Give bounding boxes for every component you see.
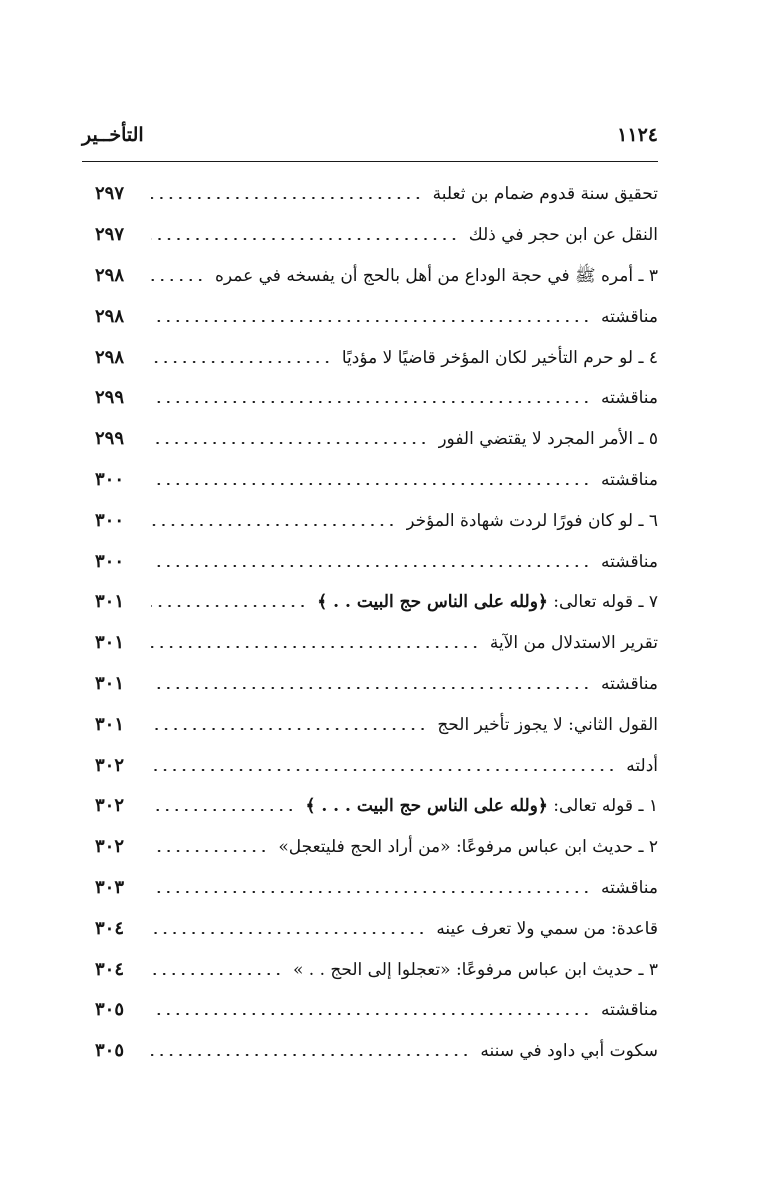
toc-entry-page: ٣٠٠ bbox=[95, 509, 125, 531]
toc-entry bbox=[95, 664, 658, 705]
dot-leader bbox=[151, 973, 283, 975]
toc-entry bbox=[95, 1031, 658, 1072]
toc-entry bbox=[95, 786, 658, 827]
dot-leader bbox=[151, 687, 591, 689]
dot-leader bbox=[151, 320, 591, 322]
dot-leader bbox=[151, 401, 591, 403]
toc-entry bbox=[95, 582, 658, 623]
dot-leader bbox=[151, 932, 426, 934]
dot-leader bbox=[151, 483, 591, 485]
dot-leader bbox=[151, 279, 205, 281]
toc-entry-page: ٢٩٩ bbox=[95, 387, 125, 409]
dot-leader bbox=[151, 1013, 591, 1015]
toc-entry-page: ٢٩٩ bbox=[95, 428, 125, 450]
toc-entry bbox=[95, 500, 658, 541]
toc-entry bbox=[95, 174, 658, 215]
page-number: ١١٢٤ bbox=[617, 124, 658, 146]
dot-leader bbox=[151, 565, 591, 567]
dot-leader bbox=[151, 769, 616, 771]
toc-entry-title: مناقشته bbox=[601, 388, 658, 409]
dot-leader bbox=[151, 605, 307, 607]
toc-entry-title: سكوت أبي داود في سننه bbox=[480, 1041, 658, 1062]
toc-entry-page: ٣٠٢ bbox=[95, 795, 125, 817]
dot-leader bbox=[151, 646, 480, 648]
toc-entry bbox=[95, 949, 658, 990]
toc-entry bbox=[95, 419, 658, 460]
toc-entry-title: ٤ ـ لو حرم التأخير لكان المؤخر قاضيًا لا مؤديًا bbox=[341, 347, 658, 368]
toc-entry bbox=[95, 745, 658, 786]
toc-entry bbox=[95, 296, 658, 337]
header-divider bbox=[82, 161, 658, 162]
toc-entry-title: مناقشته bbox=[601, 306, 658, 327]
toc-entry-page: ٣٠٠ bbox=[95, 468, 125, 490]
quran-verse-quote: ﴿ولله على الناس حج البيت . . . ﴾ bbox=[305, 796, 548, 817]
toc-entry-title: مناقشته bbox=[601, 1000, 658, 1021]
toc-entry-page: ٣٠١ bbox=[95, 672, 125, 694]
toc-entry-title: مناقشته bbox=[601, 673, 658, 694]
toc-entry-title: ٣ ـ أمره ﷺ في حجة الوداع من أهل بالحج أن يفسخه في عمره bbox=[214, 265, 658, 286]
toc-entry bbox=[95, 868, 658, 909]
toc-entry-prefix: ٧ ـ قوله تعالى: bbox=[547, 592, 658, 613]
toc-entry-page: ٢٩٨ bbox=[95, 264, 125, 286]
toc-entry-page: ٣٠١ bbox=[95, 632, 125, 654]
toc-entry bbox=[95, 990, 658, 1031]
dot-leader bbox=[151, 238, 459, 240]
toc-entry bbox=[95, 378, 658, 419]
dot-leader bbox=[151, 442, 428, 444]
toc-entry-title: ٦ ـ لو كان فورًا لردت شهادة المؤخر bbox=[406, 510, 658, 531]
toc-entry bbox=[95, 215, 658, 256]
toc-entry-title bbox=[317, 582, 658, 622]
toc-entry-page: ٣٠٥ bbox=[95, 1040, 125, 1062]
toc-entry-title: مناقشته bbox=[601, 877, 658, 898]
toc-entry-page: ٣٠٤ bbox=[95, 917, 125, 939]
toc-entry bbox=[95, 623, 658, 664]
toc-entry bbox=[95, 541, 658, 582]
dot-leader bbox=[151, 1054, 470, 1056]
running-title: التأخــير bbox=[82, 124, 144, 146]
toc-entry-title: تحقيق سنة قدوم ضمام بن ثعلبة bbox=[432, 184, 658, 205]
dot-leader bbox=[151, 891, 591, 893]
toc-entry-page: ٣٠٥ bbox=[95, 999, 125, 1021]
toc-entry-page: ٢٩٧ bbox=[95, 183, 125, 205]
toc-entry-title: تقرير الاستدلال من الآية bbox=[489, 633, 658, 654]
toc-entry-title: مناقشته bbox=[601, 551, 658, 572]
dot-leader bbox=[151, 197, 423, 199]
toc-entry-prefix: ١ ـ قوله تعالى: bbox=[547, 796, 658, 817]
toc-entry-title: قاعدة: من سمي ولا تعرف عينه bbox=[436, 918, 658, 939]
quran-verse-quote: ﴿ولله على الناس حج البيت . . ﴾ bbox=[317, 592, 548, 613]
toc-entry bbox=[95, 460, 658, 501]
toc-entry-page: ٢٩٨ bbox=[95, 346, 125, 368]
dot-leader bbox=[151, 809, 295, 811]
dot-leader bbox=[151, 361, 332, 363]
toc-entry-page: ٢٩٨ bbox=[95, 305, 125, 327]
toc-entry-page: ٢٩٧ bbox=[95, 224, 125, 246]
toc-entry-page: ٣٠٠ bbox=[95, 550, 125, 572]
toc-entry-page: ٣٠٤ bbox=[95, 958, 125, 980]
table-of-contents bbox=[95, 174, 658, 1072]
toc-entry-title bbox=[305, 786, 658, 826]
toc-entry bbox=[95, 704, 658, 745]
toc-entry-page: ٣٠١ bbox=[95, 713, 125, 735]
dot-leader bbox=[151, 850, 268, 852]
toc-entry-page: ٣٠٢ bbox=[95, 836, 125, 858]
toc-entry-title: ٥ ـ الأمر المجرد لا يقتضي الفور bbox=[438, 429, 658, 450]
toc-entry bbox=[95, 337, 658, 378]
toc-entry-title: مناقشته bbox=[601, 469, 658, 490]
toc-entry-title: النقل عن ابن حجر في ذلك bbox=[468, 225, 658, 246]
dot-leader bbox=[151, 728, 427, 730]
dot-leader bbox=[151, 524, 396, 526]
toc-entry-title: أدلته bbox=[626, 755, 658, 776]
toc-entry-page: ٣٠١ bbox=[95, 591, 125, 613]
toc-entry bbox=[95, 908, 658, 949]
toc-entry-title: القول الثاني: لا يجوز تأخير الحج bbox=[437, 714, 658, 735]
toc-entry-title: ٣ ـ حديث ابن عباس مرفوعًا: «تعجلوا إلى الحج . . » bbox=[292, 959, 658, 980]
toc-entry bbox=[95, 827, 658, 868]
toc-entry-page: ٣٠٣ bbox=[95, 876, 125, 898]
toc-entry-title: ٢ ـ حديث ابن عباس مرفوعًا: «من أراد الحج فليتعجل» bbox=[278, 837, 658, 858]
page-header bbox=[82, 120, 658, 160]
toc-entry-page: ٣٠٢ bbox=[95, 754, 125, 776]
toc-entry bbox=[95, 256, 658, 297]
